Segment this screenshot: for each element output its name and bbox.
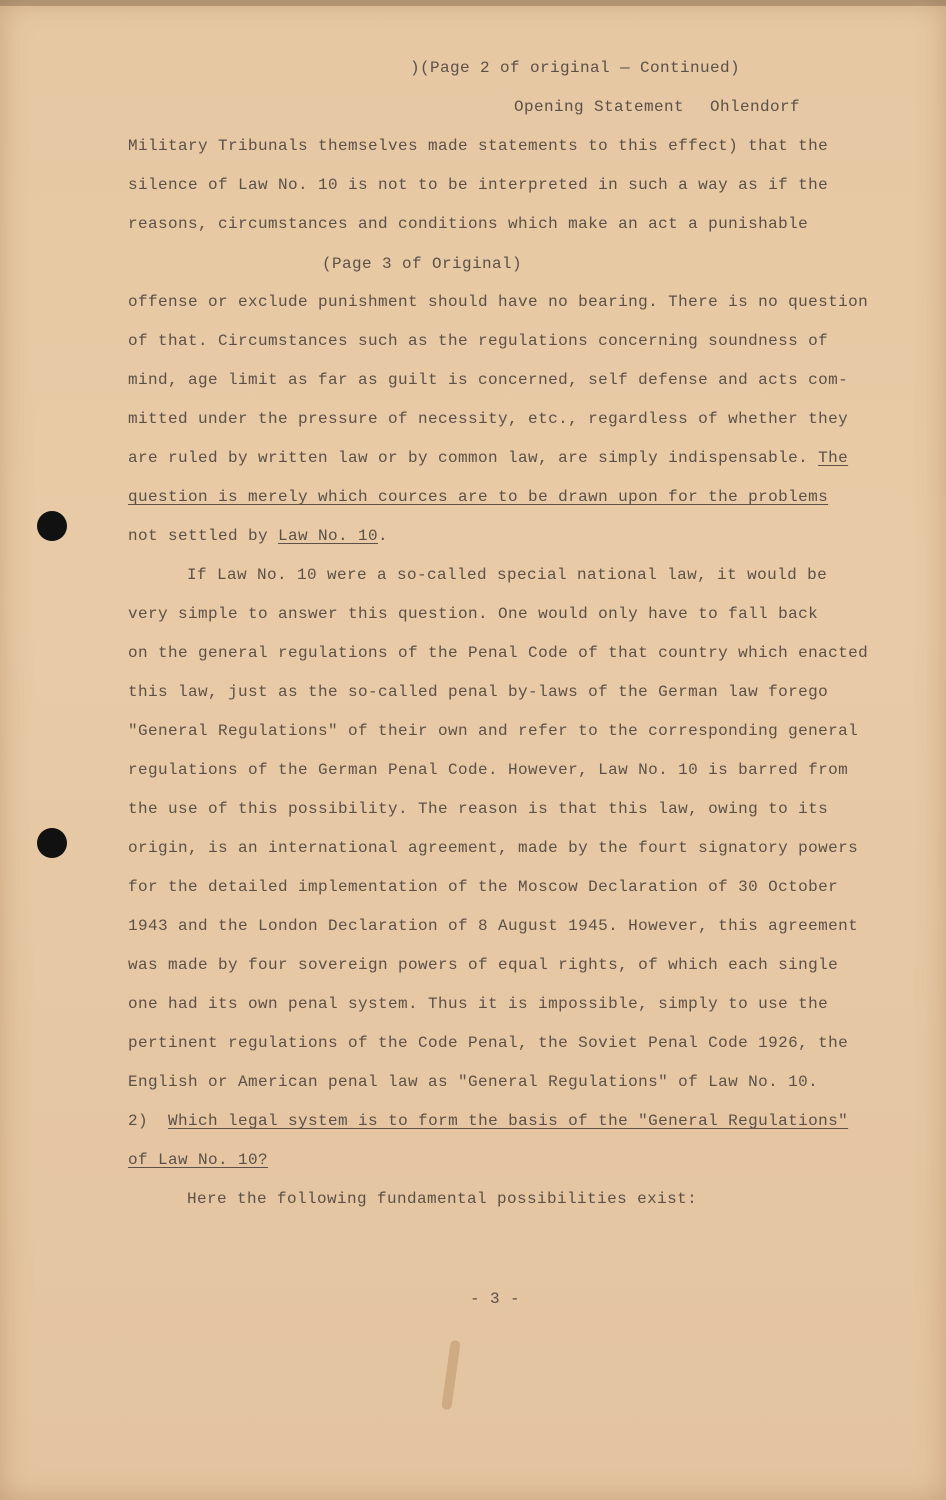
underlined-text: The <box>818 449 849 467</box>
body-line: the use of this possibility. The reason is that this law, owing to its <box>128 800 829 818</box>
body-line: on the general regulations of the Penal Code of that country which enacted <box>128 644 869 662</box>
page-edge <box>0 0 946 6</box>
body-line: was made by four sovereign powers of equal rights, of which each single <box>128 956 839 974</box>
body-line: If Law No. 10 were a so-called special national law, it would be <box>187 566 828 584</box>
body-line: very simple to answer this question. One would only have to fall back <box>128 605 819 623</box>
body-line <box>128 526 388 546</box>
body-line: 1943 and the London Declaration of 8 August 1945. However, this agreement <box>128 917 859 935</box>
body-line: "General Regulations" of their own and refer to the corresponding general <box>128 722 859 740</box>
body-line: mitted under the pressure of necessity, etc., regardless of whether they <box>128 410 849 428</box>
section-title: Opening Statement <box>514 98 685 116</box>
page-number: - 3 - <box>470 1290 521 1308</box>
closing-line: Here the following fundamental possibilities exist: <box>187 1190 698 1208</box>
page-marker: (Page 3 of Original) <box>322 255 523 273</box>
underlined-text: Law No. 10 <box>278 527 379 545</box>
body-line: offense or exclude punishment should have no bearing. There is no question <box>128 293 869 311</box>
body-line: pertinent regulations of the Code Penal, the Soviet Penal Code 1926, the <box>128 1034 849 1052</box>
question-line <box>128 1111 848 1131</box>
question-line: of Law No. 10? <box>128 1151 269 1169</box>
body-text: . <box>378 527 389 545</box>
body-line: one had its own penal system. Thus it is impossible, simply to use the <box>128 995 829 1013</box>
body-text: are ruled by written law or by common law, are simply indispensable. <box>128 449 819 467</box>
punch-hole <box>37 828 67 858</box>
body-line: Military Tribunals themselves made statements to this effect) that the <box>128 137 829 155</box>
body-line: mind, age limit as far as guilt is concerned, self defense and acts com- <box>128 371 849 389</box>
page-header: )(Page 2 of original — Continued) <box>410 59 741 77</box>
body-line: for the detailed implementation of the Moscow Declaration of 30 October <box>128 878 839 896</box>
question-text: Which legal system is to form the basis of the "General Regulations" <box>168 1112 849 1130</box>
body-line: origin, is an international agreement, made by the fourt signatory powers <box>128 839 859 857</box>
paper-stain <box>441 1340 461 1411</box>
body-line: this law, just as the so-called penal by-laws of the German law forego <box>128 683 829 701</box>
body-line: reasons, circumstances and conditions which make an act a punishable <box>128 215 809 233</box>
body-line: regulations of the German Penal Code. However, Law No. 10 is barred from <box>128 761 849 779</box>
body-line: English or American penal law as "General Regulations" of Law No. 10. <box>128 1073 819 1091</box>
question-number: 2) <box>128 1112 149 1130</box>
body-line: of that. Circumstances such as the regulations concerning soundness of <box>128 332 829 350</box>
underlined-line: question is merely which cources are to be drawn upon for the problems <box>128 488 829 506</box>
body-line <box>128 448 848 468</box>
section-name: Ohlendorf <box>710 98 801 116</box>
punch-hole <box>37 511 67 541</box>
body-line: silence of Law No. 10 is not to be interpreted in such a way as if the <box>128 176 829 194</box>
body-text: not settled by <box>128 527 279 545</box>
